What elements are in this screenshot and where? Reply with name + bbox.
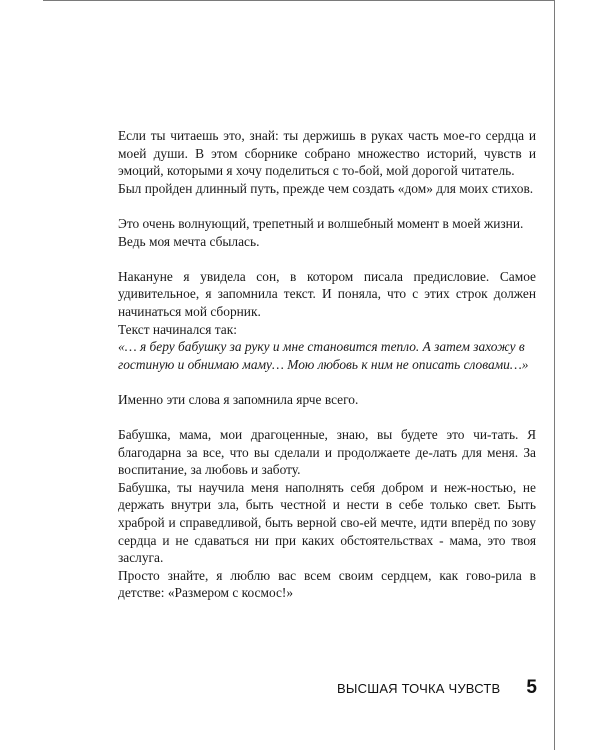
paragraph: Текст начинался так:: [118, 321, 237, 337]
spacer: [118, 250, 536, 268]
page-body: [118, 127, 536, 602]
paragraph: Накануне я увидела сон, в котором писала предисловие. Самое удивительное, я запомнила текст. И поняла, что с этих строк должен начинаться мой сборник.: [118, 268, 536, 319]
running-title: ВЫСШАЯ ТОЧКА ЧУВСТВ: [337, 680, 501, 696]
paragraph: Бабушка, мама, мои драгоценные, знаю, вы будете это чи-тать. Я благодарна за все, что вы сделали и продолжаете де-лать для меня. За воспитание, за любовь и заботу.: [118, 427, 536, 478]
paragraph: Просто знайте, я люблю вас всем своим сердцем, как гово-рила в детстве: «Размером с космос!»: [118, 567, 536, 601]
paragraph: Именно эти слова я запомнила ярче всего.: [118, 391, 359, 407]
page-footer: [43, 677, 537, 699]
paragraph: Был пройден длинный путь, прежде чем создать «дом» для моих стихов.: [118, 180, 534, 196]
paragraph: Это очень волнующий, трепетный и волшебный момент в моей жизни.: [118, 215, 524, 231]
spacer: [118, 373, 536, 391]
paragraph: Если ты читаешь это, знай: ты держишь в руках часть мое-го сердца и моей души. В этом сборнике собрано множество историй, чувств и эмоций, которыми я хочу поделиться с то-бой, мой дорогой читатель.: [118, 128, 536, 179]
paragraph: Ведь моя мечта сбылась.: [118, 233, 260, 249]
page-number: 5: [526, 677, 537, 698]
spacer: [118, 197, 536, 215]
paragraph: Бабушка, ты научила меня наполнять себя добром и неж-ностью, не держать внутри зла, быть честной и нести в себе только свет. Быть храброй и справедливой, быть верной сво-ей мечте, идти вперёд по зову сердца и не сдаваться ни при каких обстоятельствах - мама, это твоя заслуга.: [118, 479, 536, 566]
spacer: [118, 409, 536, 427]
dream-quote: «… я беру бабушку за руку и мне становится тепло. А затем захожу в гостиную и обнимаю маму… Мою любовь к ним не описать словами…»: [118, 339, 529, 372]
book-page: [43, 0, 555, 750]
